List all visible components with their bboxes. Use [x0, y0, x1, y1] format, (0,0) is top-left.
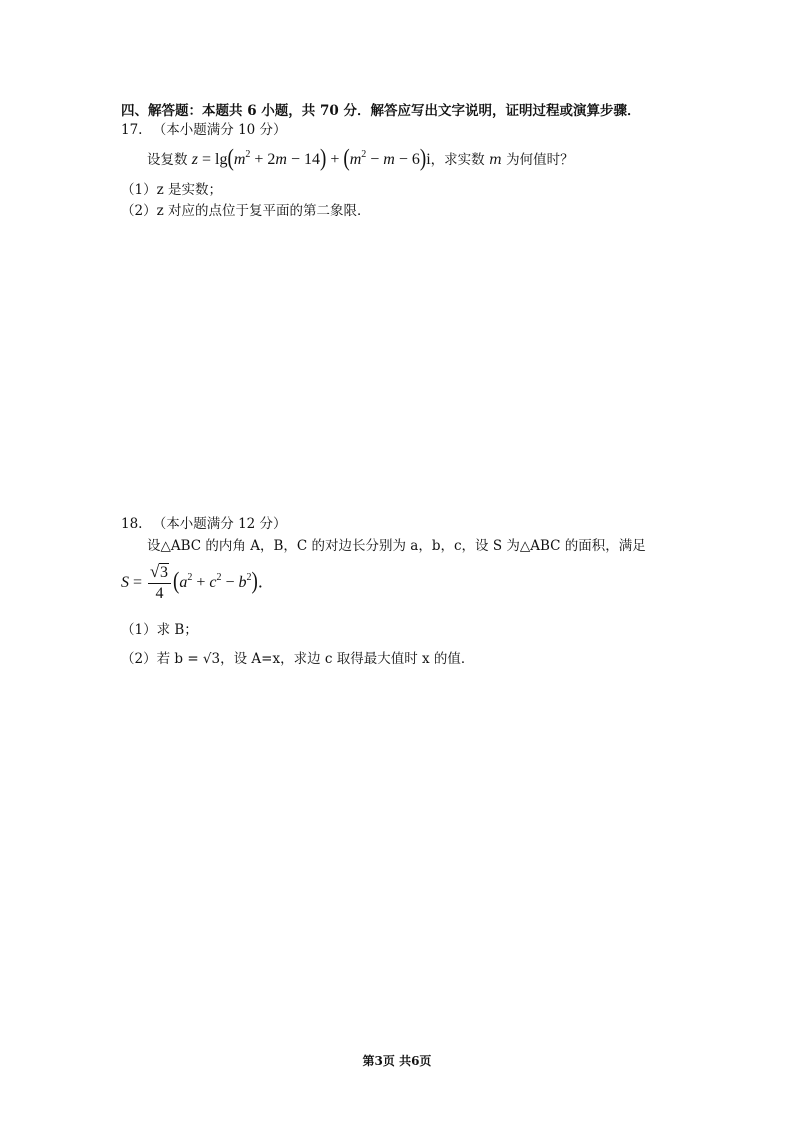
q17-header — [121, 121, 287, 139]
section-heading: 四、解答题：本题共 6 小题，共 70 分．解答应写出文字说明，证明过程或演算步骤． — [121, 103, 641, 119]
q17-stem-var: m — [488, 152, 502, 168]
q17-part-1: （1）z 是实数； — [121, 182, 222, 198]
q18-part-2: （2）若 b = √3，设 A=x，求边 c 取得最大值时 x 的值． — [121, 651, 475, 667]
q18-number: 18. — [121, 516, 143, 532]
q18-score: （本小题满分 12 分） — [152, 516, 287, 532]
q18-stem: 设△ABC 的内角 A，B，C 的对边长分别为 a，b，c，设 S 为△ABC 的面积，满足 — [147, 538, 646, 554]
q18-formula: S = √ 3 4 $(a^2 + c^2 - b^2)$． — [121, 562, 274, 602]
q17-stem-end: 为何值时？ — [506, 152, 574, 168]
q17-stem-prefix: 设复数 — [147, 152, 188, 168]
q18-part-1: （1）求 B； — [121, 622, 198, 638]
q17-stem-suffix: ，求实数 — [430, 152, 485, 168]
q17-stem — [147, 147, 574, 172]
q17-formula: $z = \lg(m^2 + 2m - 14) + (m^2 - m - 6)i$ — [191, 145, 431, 172]
q17-score: （本小题满分 10 分） — [152, 122, 287, 138]
page-footer: 第3页 共6页 — [362, 1054, 432, 1068]
q17-number: 17. — [121, 122, 143, 138]
q17-part-2: （2）z 对应的点位于复平面的第二象限． — [121, 203, 371, 219]
q18-header — [121, 515, 287, 533]
